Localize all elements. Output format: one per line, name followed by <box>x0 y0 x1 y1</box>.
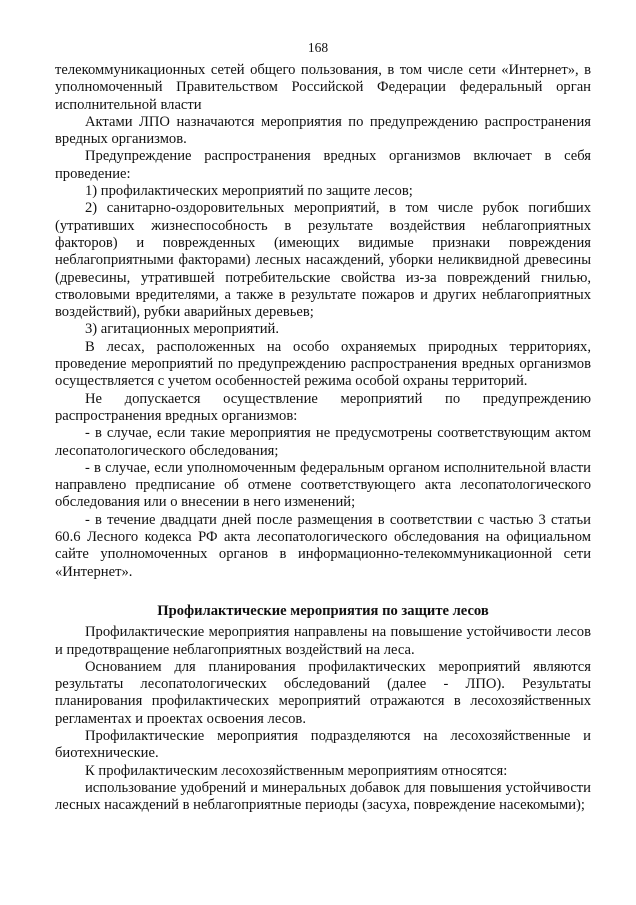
section-heading-bold: Профилактические мероприятия <box>157 602 379 619</box>
paragraph: В лесах, расположенных на особо охраняемых природных территориях, проведение мероприятий по предупреждению распространения вредных организмов осуществляется с учетом особенностей режима особой охраны территорий. <box>55 338 591 390</box>
paragraph: К профилактическим лесохозяйственным мероприятиям относятся: <box>85 762 508 779</box>
list-item: 1) профилактических мероприятий по защите лесов; <box>85 183 413 200</box>
paragraph: Актами ЛПО назначаются мероприятия по предупреждению распространения вредных организмов. <box>55 113 591 148</box>
list-item: 3) агитационных мероприятий. <box>85 321 279 338</box>
section-heading <box>55 603 591 620</box>
document-body <box>55 62 591 814</box>
paragraph: Основанием для планирования профилактических мероприятий являются результаты лесопатологических обследований (далее - ЛПО). Результаты планирования профилактических мероприятий отражаются в лесохозяйственных регламентах и проектах освоения лесов. <box>55 658 591 727</box>
paragraph: Предупреждение распространения вредных организмов включает в себя проведение: <box>55 148 591 182</box>
section-heading-rest: по защите лесов <box>378 602 489 619</box>
list-item: - в случае, если такие мероприятия не предусмотрены соответствующим актом лесопатологического обследования; <box>55 425 591 459</box>
page-number: 168 <box>307 40 329 55</box>
paragraph: телекоммуникационных сетей общего пользования, в том числе сети «Интернет», в уполномоченный Правительством Российской Федерации федеральный орган исполнительной власти <box>55 62 591 113</box>
list-item: - в течение двадцати дней после размещения в соответствии с частью 3 статьи 60.6 Лесного кодекса РФ акта лесопатологического обследования на официальном сайте уполномоченных органов в информационно-телекоммуникационной сети «Интернет». <box>55 511 591 580</box>
list-item: 2) санитарно-оздоровительных мероприятий, в том числе рубок погибших (утративших жизнеспособность в результате воздействия неблагоприятных факторов) и поврежденных (имеющих видимые признаки повреждения неблагоприятными факторами) лесных насаждений, уборки неликвидной древесины (древесины, утратившей потребительские свойства из-за повреждений гнилью, стволовыми вредителями, а также в результате пожаров и других неблагоприятных воздействий), рубки аварийных деревьев; <box>55 200 591 321</box>
paragraph: использование удобрений и минеральных добавок для повышения устойчивости лесных насаждений в неблагоприятные периоды (засуха, повреждение насекомыми); <box>55 779 591 814</box>
paragraph: Не допускается осуществление мероприятий по предупреждению распространения вредных организмов: <box>55 390 591 424</box>
list-item: - в случае, если уполномоченным федеральным органом исполнительной власти направлено предписание об отмене соответствующего акта лесопатологического обследования или о внесении в него изменений; <box>55 459 591 511</box>
paragraph: Профилактические мероприятия направлены на повышение устойчивости лесов и предотвращение неблагоприятных воздействий на леса. <box>55 624 591 658</box>
paragraph: Профилактические мероприятия подразделяются на лесохозяйственные и биотехнические. <box>55 727 591 762</box>
